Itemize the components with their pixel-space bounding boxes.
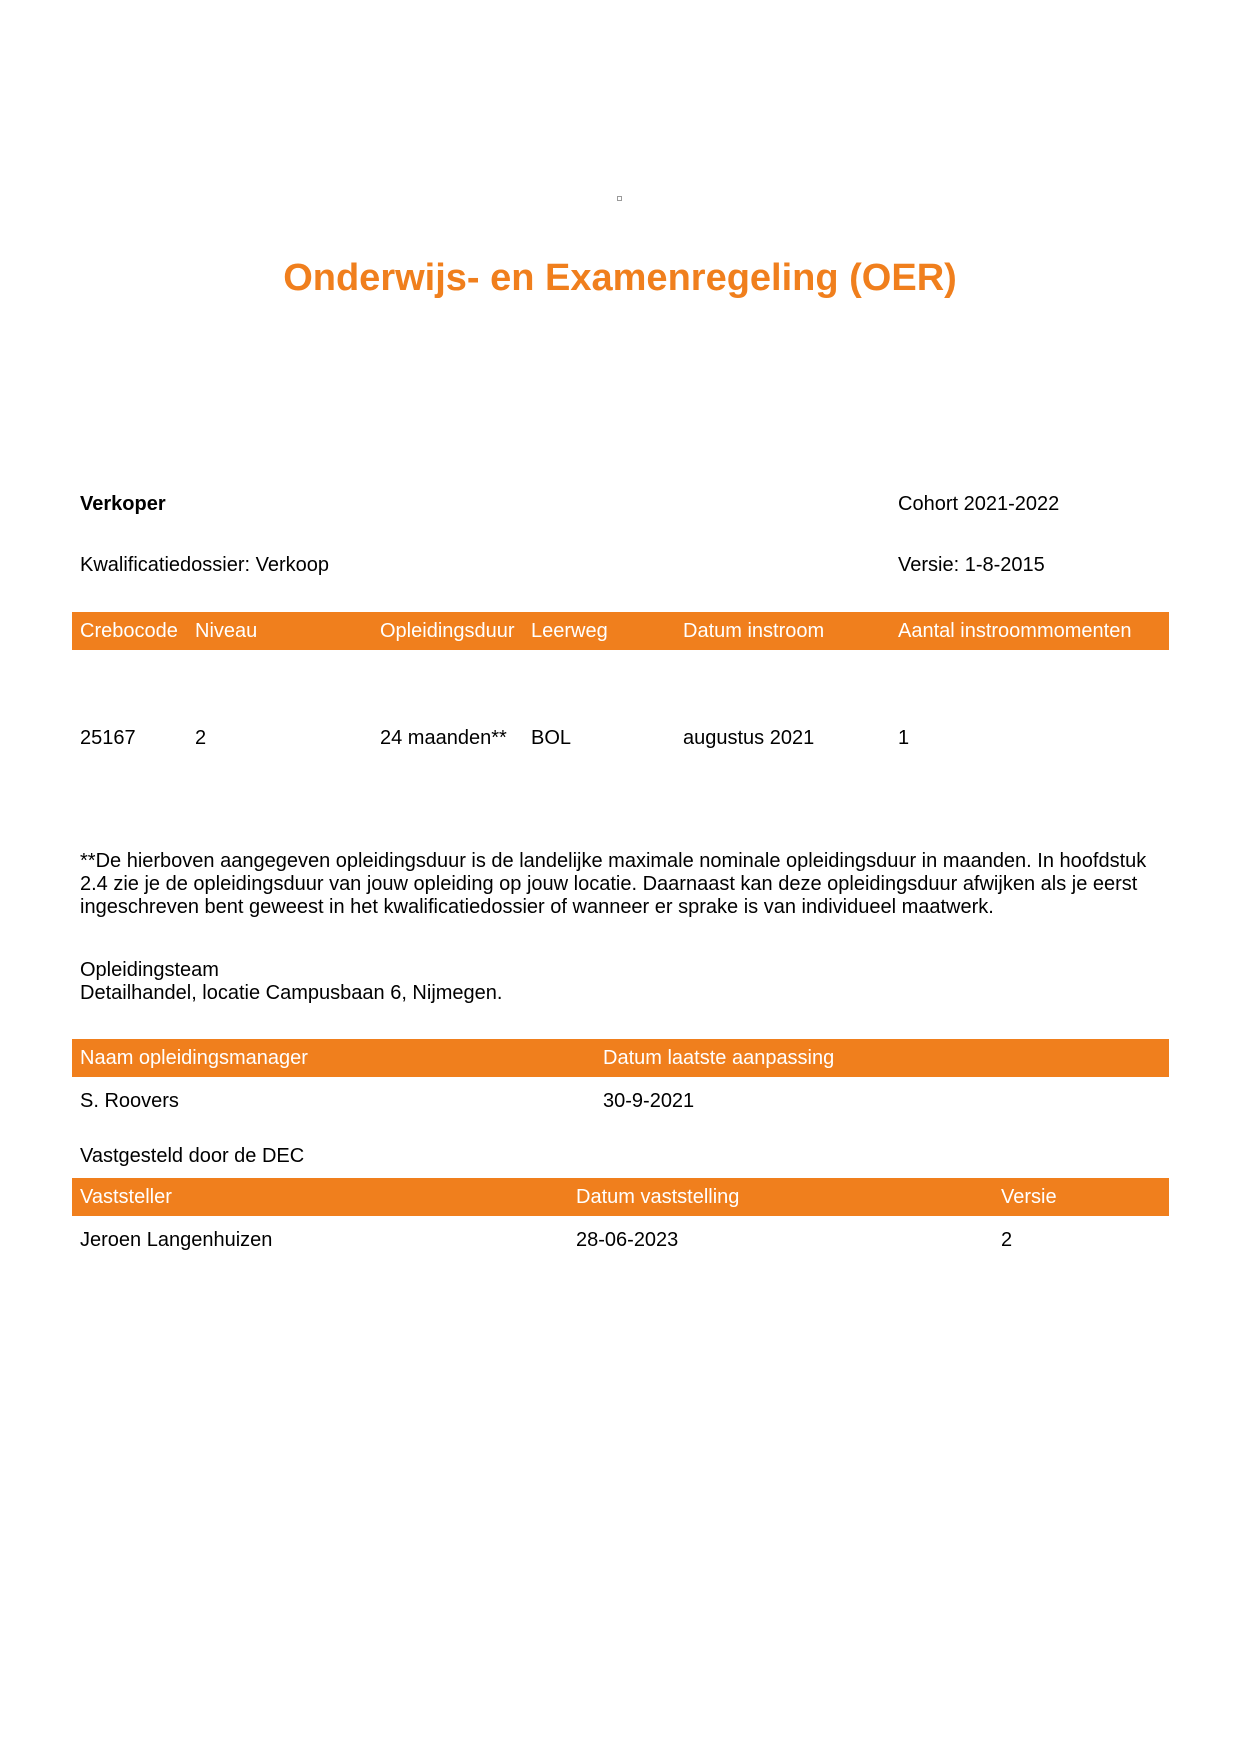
- main-table-header: [72, 612, 1169, 650]
- cell-datum-laatste-aanpassing: 30-9-2021: [603, 1090, 695, 1112]
- cell-versie: 2: [1001, 1229, 1013, 1251]
- cell-crebocode: 25167: [80, 727, 136, 749]
- header-naam-opleidingsmanager: Naam opleidingsmanager: [80, 1047, 308, 1069]
- table-row: [72, 726, 1169, 752]
- cell-niveau: 2: [195, 727, 207, 749]
- opleidingsteam-label: Opleidingsteam: [80, 959, 219, 981]
- header-leerweg: Leerweg: [531, 620, 608, 642]
- cell-leerweg: BOL: [531, 727, 572, 749]
- versie-label: Versie: 1-8-2015: [898, 554, 1045, 576]
- cell-datum-instroom: augustus 2021: [683, 727, 815, 749]
- opleidingsteam-location: Detailhandel, locatie Campusbaan 6, Nijmegen.: [80, 982, 503, 1004]
- cell-vaststeller: Jeroen Langenhuizen: [80, 1229, 273, 1251]
- header-datum-instroom: Datum instroom: [683, 620, 825, 642]
- document-title: Onderwijs- en Examenregeling (OER): [283, 257, 957, 299]
- cohort-label: Cohort 2021-2022: [898, 493, 1060, 515]
- footnote: **De hierboven aangegeven opleidingsduur is de landelijke maximale nominale opleidingsduur in maanden. In hoofdstuk 2.4 zie je de opleidingsduur van jouw opleiding op jouw locatie. Daarnaast kan deze opleidingsduur afwijken als je eerst ingeschreven bent geweest in het kwalificatiedossier of wanneer er sprake is van individueel maatwerk.: [80, 850, 1147, 918]
- header-vaststeller: Vaststeller: [80, 1186, 172, 1208]
- table-row: [72, 1228, 1169, 1254]
- opleiding-name: Verkoper: [80, 493, 166, 515]
- header-versie: Versie: [1001, 1186, 1057, 1208]
- header-niveau: Niveau: [195, 620, 258, 642]
- header-datum-vaststelling: Datum vaststelling: [576, 1186, 740, 1208]
- vaststelling-table-header: [72, 1178, 1169, 1216]
- cell-datum-vaststelling: 28-06-2023: [576, 1229, 679, 1251]
- cell-opleidingsmanager: S. Roovers: [80, 1090, 179, 1112]
- table-row: [72, 1089, 1169, 1115]
- manager-table-header: [72, 1039, 1169, 1077]
- header-opleidingsduur: Opleidingsduur: [380, 620, 515, 642]
- header-datum-laatste-aanpassing: Datum laatste aanpassing: [603, 1047, 835, 1069]
- header-crebocode: Crebocode: [80, 620, 178, 642]
- cell-aantal-instroommomenten: 1: [898, 727, 910, 749]
- kwalificatiedossier-label: Kwalificatiedossier: Verkoop: [80, 554, 330, 576]
- placeholder-marker-icon: [617, 196, 622, 201]
- header-aantal-instroommomenten: Aantal instroommomenten: [898, 620, 1132, 642]
- cell-opleidingsduur: 24 maanden**: [380, 727, 507, 749]
- vastgesteld-label: Vastgesteld door de DEC: [80, 1145, 305, 1167]
